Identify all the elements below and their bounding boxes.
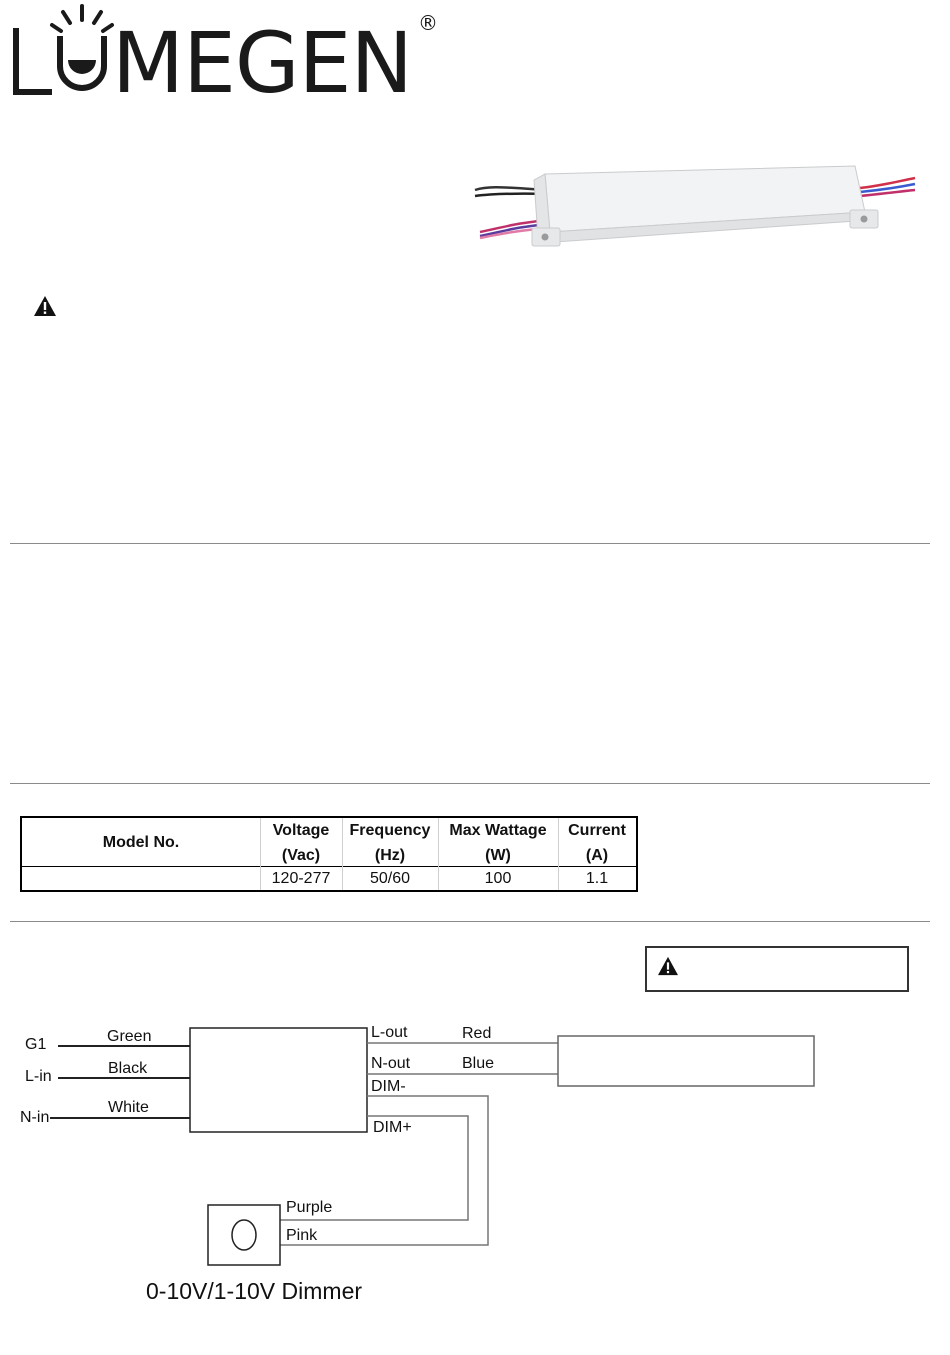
terminal-g1: G1 (25, 1036, 47, 1053)
warning-triangle-icon (657, 956, 679, 976)
cell-frequency: 50/60 (369, 870, 411, 887)
cell-max-wattage: 100 (484, 870, 512, 887)
driver-product-image (470, 150, 920, 260)
terminal-l-out: L-out (371, 1024, 408, 1041)
section-divider (10, 783, 930, 784)
terminal-n-out: N-out (371, 1055, 411, 1072)
header-frequency: Frequency (Hz) (349, 822, 431, 864)
header-current: Current (A) (568, 822, 626, 864)
wire-label-purple: Purple (286, 1199, 333, 1216)
wire-label-white: White (108, 1099, 149, 1116)
section-divider (10, 921, 930, 922)
wire-label-red: Red (462, 1025, 492, 1042)
terminal-l-in: L-in (25, 1068, 52, 1085)
wire-label-blue: Blue (462, 1055, 495, 1072)
svg-text:MEGEN: MEGEN (112, 14, 412, 100)
load-box (558, 1036, 814, 1086)
wire-label-green: Green (107, 1028, 152, 1045)
driver-box (190, 1028, 367, 1132)
cell-current: 1.1 (585, 870, 609, 887)
wire-label-black: Black (108, 1060, 148, 1077)
dimmer-knob (232, 1220, 256, 1250)
dimmer-caption: 0-10V/1-10V Dimmer (146, 1278, 363, 1304)
warning-box (645, 946, 909, 992)
wire-label-pink: Pink (286, 1227, 318, 1244)
header-model-no: Model No. (102, 834, 180, 851)
terminal-n-in: N-in (20, 1109, 50, 1126)
header-voltage: Voltage (Vac) (272, 822, 330, 864)
lumegen-logo (10, 0, 440, 100)
spec-table (20, 816, 638, 892)
section-divider (10, 543, 930, 544)
warning-triangle-icon (33, 295, 57, 317)
terminal-dim-minus: DIM- (371, 1078, 406, 1095)
cell-voltage: 120-277 (271, 870, 331, 887)
wiring-diagram (0, 1000, 950, 1330)
terminal-dim-plus: DIM+ (373, 1119, 412, 1136)
header-max-wattage: Max Wattage (W) (449, 822, 547, 864)
logo-rays (52, 6, 112, 31)
registered-mark: ® (418, 11, 438, 35)
